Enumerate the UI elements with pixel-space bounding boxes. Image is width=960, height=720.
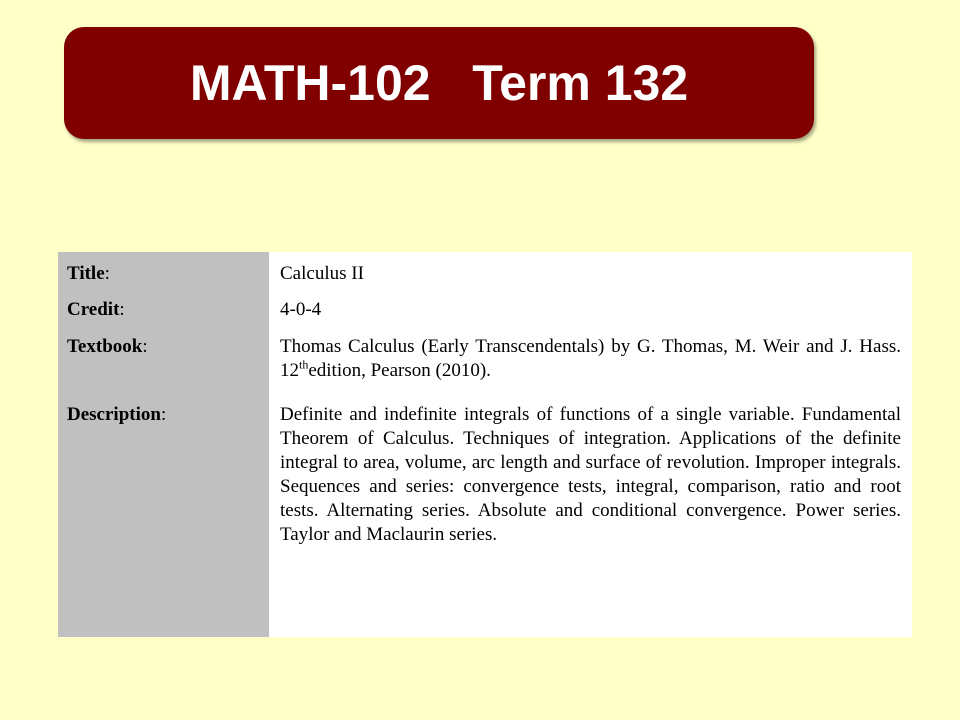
textbook-label-colon: : — [142, 336, 148, 357]
label-column — [58, 252, 269, 637]
credit-value: 4-0-4 — [280, 299, 322, 320]
title-banner — [64, 27, 814, 139]
title-label — [58, 262, 269, 298]
credit-label-text: Credit — [67, 299, 120, 320]
value-column — [269, 252, 912, 637]
credit-label-colon: : — [119, 299, 125, 320]
credit-label — [58, 298, 269, 335]
textbook-value-tail: edition, Pearson (2010). — [308, 360, 491, 381]
course-info-table — [58, 252, 912, 637]
textbook-edition-superscript: th — [299, 357, 309, 372]
description-label-colon: : — [160, 404, 167, 425]
textbook-value — [269, 335, 912, 403]
textbook-label-text: Textbook — [67, 336, 143, 357]
title-label-text: Title — [67, 263, 105, 284]
description-value: Definite and indefinite integrals of functions of a single variable. Fundamental Theorem of Calculus. Techniques of integration. Applications of the definite integral to area, volume, arc length and surface of revolution. Improper integrals. Sequences and series: convergence tests, integral, comparison, ratio and root tests. Alternating series. Absolute and conditional convergence. Power series. Taylor and Maclaurin series. — [280, 404, 901, 545]
textbook-label — [58, 335, 269, 403]
title-value: Calculus II — [280, 263, 364, 284]
textbook-value-main: Thomas Calculus (Early Transcendentals) by G. Thomas, M. Weir and J. Hass. 12 — [280, 336, 901, 381]
description-label-text: Description — [67, 404, 161, 425]
slide-title: MATH-102 Term 132 — [189, 55, 689, 111]
description-label — [58, 403, 269, 633]
title-label-colon: : — [104, 263, 110, 284]
